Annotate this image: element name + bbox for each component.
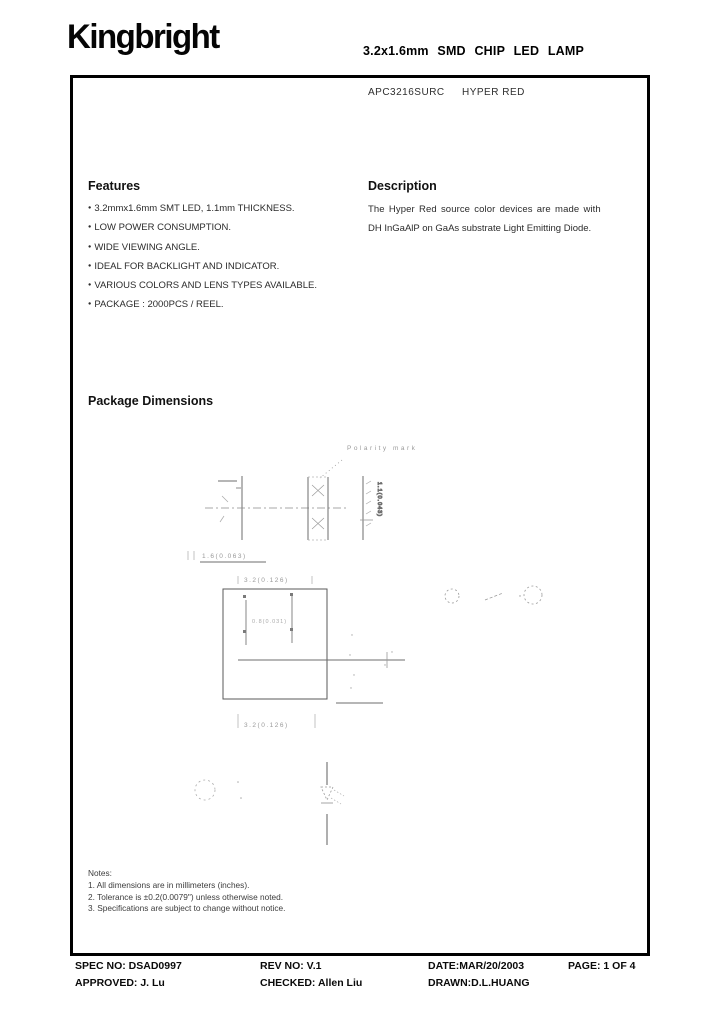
footer-checked: CHECKED: Allen Liu bbox=[260, 977, 363, 989]
width-dim-label: 1.6(0.063) bbox=[202, 553, 247, 560]
polarity-mark-annotation bbox=[320, 445, 417, 478]
top-view bbox=[308, 477, 328, 540]
polarity-legend bbox=[445, 586, 542, 604]
feature-item: ● 3.2mmx1.6mm SMT LED, 1.1mm THICKNESS. bbox=[88, 199, 363, 218]
polarity-mark-label: Polarity mark bbox=[347, 445, 418, 452]
footer-approved: APPROVED: J. Lu bbox=[75, 977, 165, 989]
footer-drawn: DRAWN:D.L.HUANG bbox=[428, 977, 530, 989]
feature-item: ● VARIOUS COLORS AND LENS TYPES AVAILABLE. bbox=[88, 276, 363, 295]
part-color-name: HYPER RED bbox=[462, 87, 525, 98]
footer-date: DATE:MAR/20/2003 bbox=[428, 960, 525, 972]
note-item: 2. Tolerance is ±0.2(0.0079") unless otherwise noted. bbox=[88, 891, 284, 902]
circuit-diagram bbox=[195, 762, 344, 845]
description-line: The Hyper Red source color devices are made with bbox=[368, 204, 601, 215]
width-dimension bbox=[188, 551, 266, 562]
pad-bottom-dim-label: 3.2(0.126) bbox=[244, 722, 289, 729]
end-view bbox=[205, 476, 348, 540]
document-title: 3.2x1.6mm SMD CHIP LED LAMP bbox=[363, 44, 585, 58]
description-heading: Description bbox=[368, 179, 437, 193]
features-list bbox=[88, 199, 363, 315]
notes-heading: Notes: bbox=[88, 868, 112, 878]
side-thickness-dim: 1.1(0.043) bbox=[376, 482, 382, 518]
part-number: APC3216SURC bbox=[368, 87, 445, 98]
pad-layout bbox=[223, 576, 405, 729]
feature-item: ● IDEAL FOR BACKLIGHT AND INDICATOR. bbox=[88, 257, 363, 276]
description-line: DH InGaAlP on GaAs substrate Light Emitting Diode. bbox=[368, 223, 592, 235]
feature-item: ● WIDE VIEWING ANGLE. bbox=[88, 238, 363, 257]
description-text bbox=[368, 200, 634, 239]
footer-page: PAGE: 1 OF 4 bbox=[568, 960, 636, 972]
package-dimensions-drawing bbox=[180, 430, 570, 860]
package-dimensions-heading: Package Dimensions bbox=[88, 394, 214, 408]
note-item: 3. Specifications are subject to change without notice. bbox=[88, 903, 286, 914]
feature-item: ● PACKAGE : 2000PCS / REEL. bbox=[88, 295, 363, 314]
feature-item: ● LOW POWER CONSUMPTION. bbox=[88, 218, 363, 237]
pad-inner-dim-label: 0.8(0.031) bbox=[252, 619, 288, 625]
pad-top-dim-label: 3.2(0.126) bbox=[244, 577, 289, 584]
notes-block bbox=[88, 868, 285, 915]
kingbright-logo: Kingbright bbox=[67, 17, 219, 56]
note-item: 1. All dimensions are in millimeters (inches). bbox=[88, 879, 250, 890]
features-heading: Features bbox=[88, 179, 141, 193]
side-view bbox=[360, 476, 382, 540]
footer-spec-no: SPEC NO: DSAD0997 bbox=[75, 960, 182, 972]
footer-rev-no: REV NO: V.1 bbox=[260, 960, 322, 972]
